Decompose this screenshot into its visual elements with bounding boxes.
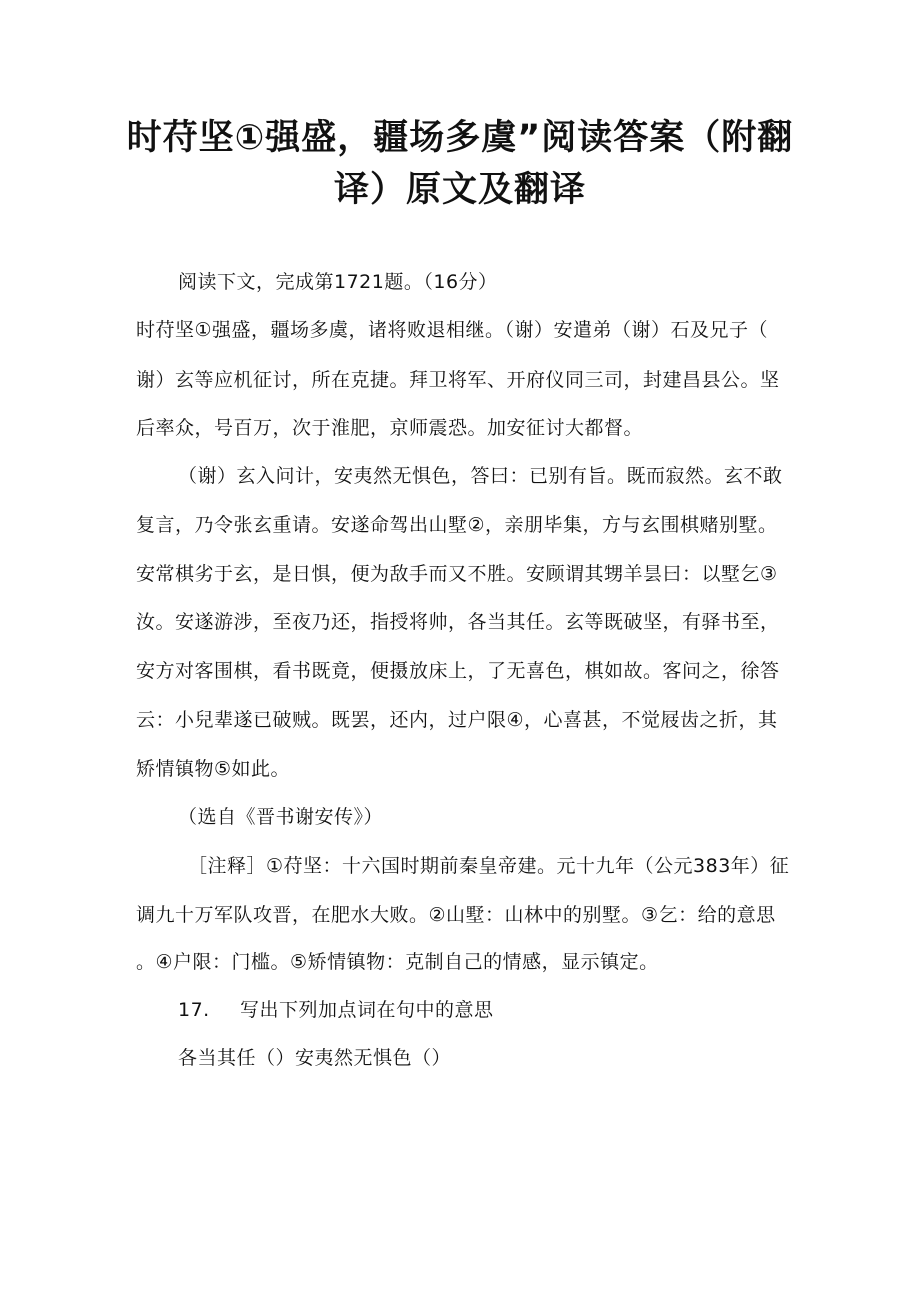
paragraph2-line: （谢）玄入问计，安夷然无惧色，答曰：已别有旨。既而寂然。玄不敢 xyxy=(178,465,783,487)
question-17 xyxy=(178,996,494,1024)
paragraph1-line: 时苻坚①强盛，疆场多虞，诸将败退相继。（谢）安遣弟（谢）石及兄子（ xyxy=(136,319,769,341)
paragraph2-line: 复言，乃令张玄重请。安遂命驾出山墅②，亲朋毕集，方与玄围棋赌别墅。 xyxy=(136,514,778,536)
notes-line: 。④户限：门槛。⑤矫情镇物：克制自己的情感，显示镇定。 xyxy=(136,951,659,973)
source-citation: （选自《晋书谢安传》） xyxy=(178,806,384,828)
paragraph2-line: 云：小兒辈遂已破贼。既罢，还内，过户限④，心喜甚，不觉屐齿之折，其 xyxy=(136,709,778,731)
paragraph1-line: 后率众，号百万，次于淮肥，京师震恐。加安征讨大都督。 xyxy=(136,417,644,439)
question-text: 写出下列加点词在句中的意思 xyxy=(240,999,494,1021)
title-line-1: 时苻坚①强盛，疆场多虞”阅读答案（附翻 xyxy=(126,118,794,158)
paragraph1-line: 谢）玄等应机征讨，所在克捷。拜卫将军、开府仪同三司，封建昌县公。坚 xyxy=(136,369,780,391)
title-line-2: 译）原文及翻译 xyxy=(333,170,586,210)
paragraph2-line: 安常棋劣于玄，是日惧，便为敌手而又不胜。安顾谓其甥羊昙曰：以墅乞③ xyxy=(136,563,778,585)
instruction-text: 阅读下文，完成第1721题。（16分） xyxy=(178,271,498,293)
paragraph2-line: 汝。安遂游涉，至夜乃还，指授将帅，各当其任。玄等既破坚，有驿书至， xyxy=(136,611,780,633)
notes-line: 调九十万军队攻晋，在肥水大败。②山墅：山林中的别墅。③乞：给的意思 xyxy=(136,904,776,926)
paragraph2-line: 矫情镇物⑤如此。 xyxy=(136,758,291,780)
question-number: 17. xyxy=(178,999,210,1021)
document-title xyxy=(120,112,800,216)
paragraph2-line: 安方对客围棋，看书既竟，便摄放床上，了无喜色，棋如故。客问之，徐答 xyxy=(136,660,780,682)
notes-line: ［注释］①苻坚：十六国时期前秦皇帝建。元十九年（公元383年）征 xyxy=(188,855,790,877)
question-17-items: 各当其任（）安夷然无惧色（） xyxy=(178,1047,452,1069)
